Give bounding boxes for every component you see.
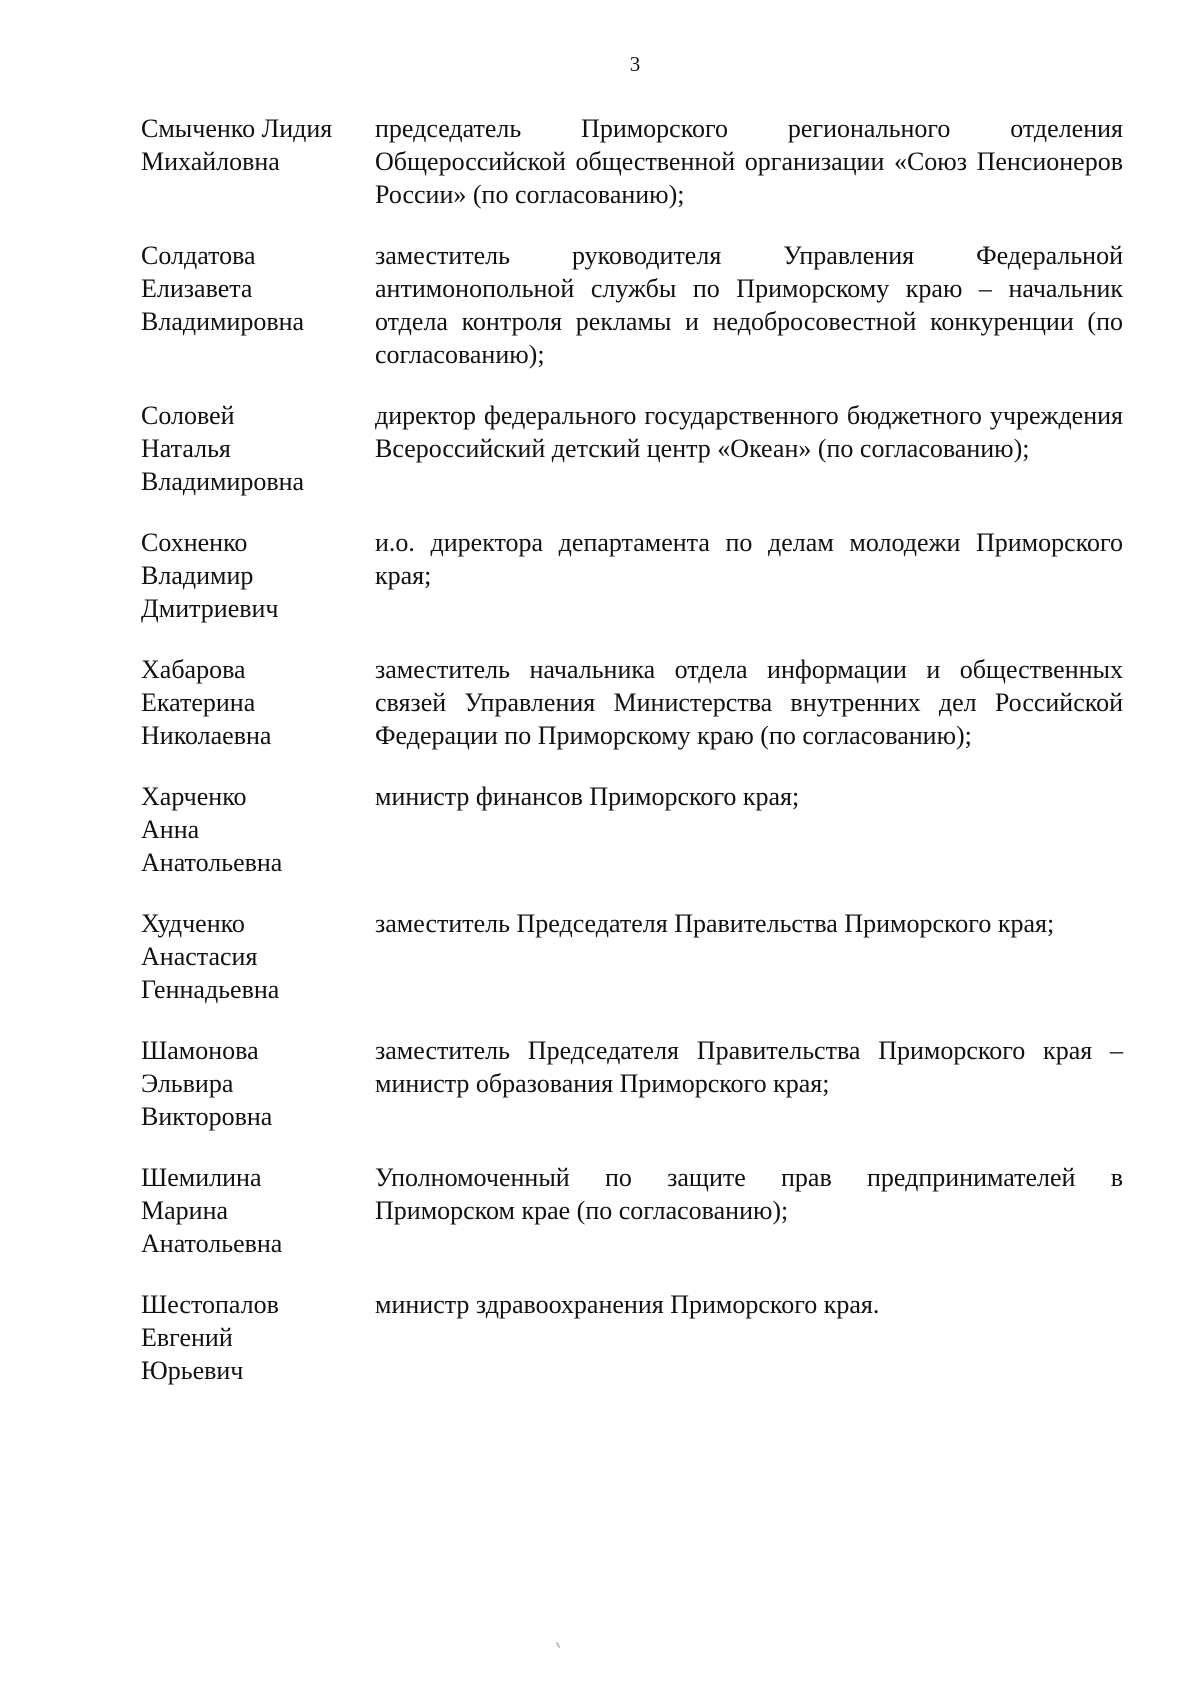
name-line: Анатольевна <box>141 848 283 877</box>
page-number: 3 <box>629 52 641 76</box>
name-line: Сохненко <box>141 528 248 557</box>
name-line: Анатольевна <box>141 1229 283 1258</box>
person-name <box>141 780 375 879</box>
name-line: Худченко <box>141 909 245 938</box>
person-position: председатель Приморского регионального отделения Общероссийской общественной организации «Союз Пенсионеров России» (по согласованию); <box>375 114 1123 209</box>
list-item <box>141 780 1123 879</box>
person-name <box>141 112 375 211</box>
person-position: заместитель Председателя Правительства Приморского края – министр образования Приморского края; <box>375 1036 1123 1098</box>
person-name <box>141 1034 375 1133</box>
person-position: заместитель руководителя Управления Федеральной антимонопольной службы по Приморскому краю – начальник отдела контроля рекламы и недобросовестной конкуренции (по согласованию); <box>375 241 1123 369</box>
name-line: Шамонова <box>141 1036 259 1065</box>
person-name <box>141 239 375 371</box>
name-line: Хабарова <box>141 655 246 684</box>
name-line: Елизавета <box>141 274 253 303</box>
name-line: Смыченко Лидия <box>141 114 333 143</box>
name-line: Евгений <box>141 1323 233 1352</box>
name-line: Викторовна <box>141 1102 273 1131</box>
person-name <box>141 526 375 625</box>
list-item <box>141 112 1123 211</box>
name-line: Николаевна <box>141 721 272 750</box>
name-line: Владимир <box>141 561 254 590</box>
person-position: министр финансов Приморского края; <box>375 782 800 811</box>
name-line: Шемилина <box>141 1163 262 1192</box>
person-position: заместитель начальника отдела информации и общественных связей Управления Министерства внутренних дел Российской Федерации по Приморскому краю (по согласованию); <box>375 655 1123 750</box>
name-line: Солдатова <box>141 241 256 270</box>
name-line: Владимировна <box>141 467 305 496</box>
name-line: Анастасия <box>141 942 258 971</box>
list-item <box>141 1161 1123 1260</box>
name-line: Шестопалов <box>141 1290 279 1319</box>
person-position: Уполномоченный по защите прав предпринимателей в Приморском крае (по согласованию); <box>375 1163 1123 1225</box>
list-item <box>141 1288 1123 1387</box>
person-position: министр здравоохранения Приморского края. <box>375 1290 880 1319</box>
name-line: Харченко <box>141 782 247 811</box>
person-position: заместитель Председателя Правительства Приморского края; <box>375 909 1055 938</box>
name-line: Наталья <box>141 434 231 463</box>
list-item <box>141 1034 1123 1133</box>
person-name <box>141 653 375 752</box>
person-name <box>141 907 375 1006</box>
list-item <box>141 907 1123 1006</box>
list-item <box>141 239 1123 371</box>
scan-artifact <box>556 1642 561 1648</box>
person-name <box>141 1288 375 1387</box>
person-position: и.о. директора департамента по делам молодежи Приморского края; <box>375 528 1123 590</box>
name-line: Екатерина <box>141 688 256 717</box>
name-line: Михайловна <box>141 147 280 176</box>
name-line: Юрьевич <box>141 1356 244 1385</box>
person-position: директор федерального государственного бюджетного учреждения Всероссийский детский центр «Океан» (по согласованию); <box>375 401 1123 463</box>
list-item <box>141 653 1123 752</box>
name-line: Соловей <box>141 401 235 430</box>
person-name <box>141 399 375 498</box>
list-item <box>141 399 1123 498</box>
name-line: Анна <box>141 815 200 844</box>
name-line: Владимировна <box>141 307 305 336</box>
list-item <box>141 526 1123 625</box>
name-line: Геннадьевна <box>141 975 280 1004</box>
name-line: Дмитриевич <box>141 594 279 623</box>
name-line: Эльвира <box>141 1069 234 1098</box>
person-name <box>141 1161 375 1260</box>
members-list <box>141 112 1123 1415</box>
name-line: Марина <box>141 1196 229 1225</box>
